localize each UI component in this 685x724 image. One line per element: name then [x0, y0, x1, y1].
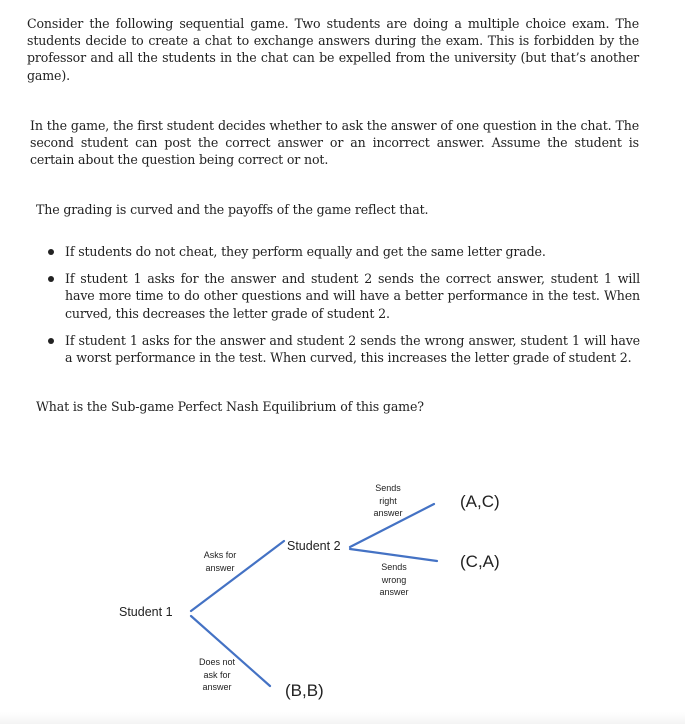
question-text: What is the Sub-game Perfect Nash Equilibrium of this game? — [36, 399, 424, 414]
node-student-2: Student 2 — [287, 539, 341, 553]
label-line: Does not — [198, 657, 236, 667]
label-sends-right-answer — [366, 482, 410, 520]
intro-paragraph: Consider the following sequential game. Two students are doing a multiple choice exam. The students decide to create a chat to exchange answers during the exam. This is forbidden by the professor and all the students in the chat can be expelled from the university (but that’s another game). — [27, 16, 639, 83]
label-line: Sends — [375, 483, 401, 493]
node-student-1: Student 1 — [119, 605, 173, 619]
payoff-right-answer: (A,C) — [460, 492, 500, 511]
payoff-wrong-answer: (C,A) — [460, 552, 500, 571]
label-asks-for-answer — [197, 549, 243, 574]
label-line: right — [379, 495, 397, 506]
branch-sends-wrong-answer — [350, 549, 437, 561]
label-line: wrong — [381, 574, 407, 585]
payoff-not-ask: (B,B) — [285, 681, 324, 700]
bullet-text: If students do not cheat, they perform equally and get the same letter grade. — [65, 244, 546, 259]
label-line: answer — [202, 682, 232, 692]
page-bottom-edge — [0, 712, 685, 724]
grading-paragraph: The grading is curved and the payoffs of the game reflect that. — [36, 202, 429, 217]
bullet-text: If student 1 asks for the answer and student 2 sends the wrong answer, student 1 will have a worst performance in the test. When curved, this increases the letter grade of student 2. — [65, 332, 640, 366]
label-line: answer — [373, 508, 403, 518]
label-does-not-ask — [193, 656, 241, 694]
label-line: answer — [379, 587, 409, 597]
game-description-paragraph: In the game, the first student decides whether to ask the answer of one question in the chat. The second student can post the correct answer or an incorrect answer. Assume the student is certain about the question being correct or not. — [30, 118, 639, 168]
bullet-text: If student 1 asks for the answer and student 2 sends the correct answer, student 1 will have more time to do other questions and will have a better performance in the test. When curved, this decreases the letter grade of student 2. — [65, 271, 640, 321]
label-line: answer — [205, 562, 235, 573]
label-line: Asks for — [203, 550, 237, 560]
label-line: Sends — [381, 562, 407, 572]
label-line: ask for — [203, 669, 231, 680]
label-sends-wrong-answer — [372, 561, 416, 599]
